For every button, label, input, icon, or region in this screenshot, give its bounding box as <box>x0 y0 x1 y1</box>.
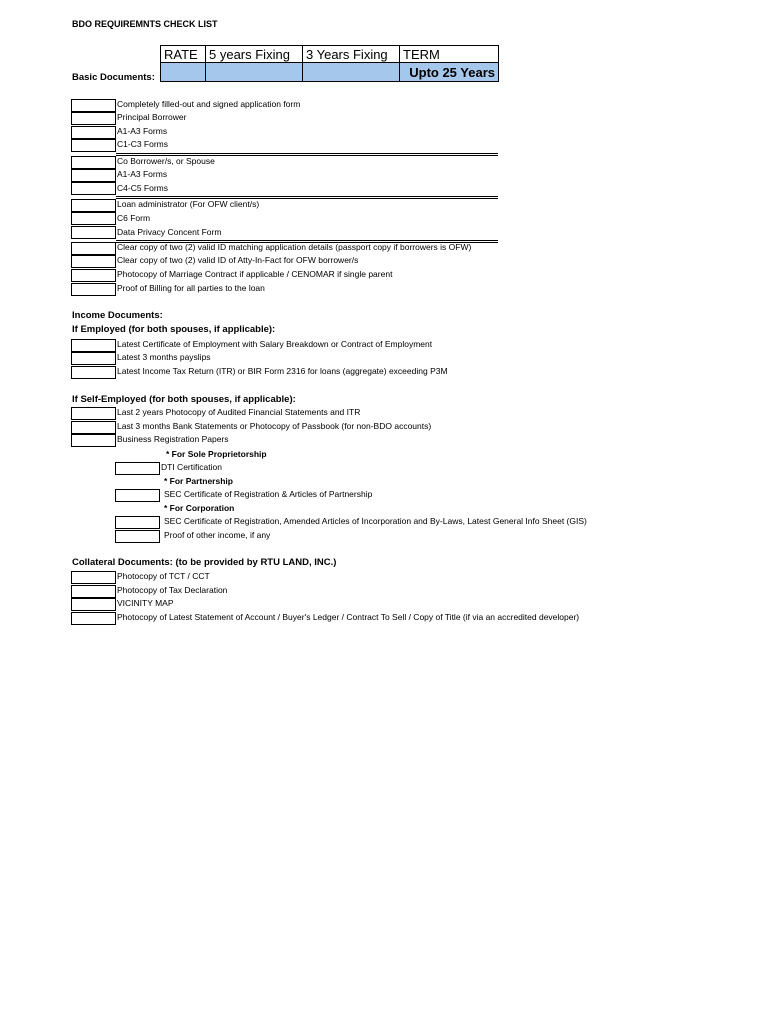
term-value: Upto 25 Years <box>400 63 499 82</box>
list-item: Completely filled-out and signed application form <box>117 99 301 109</box>
three-year-value-cell[interactable] <box>303 63 400 82</box>
checkbox[interactable] <box>71 434 116 447</box>
checkbox[interactable] <box>71 242 116 255</box>
five-year-value-cell[interactable] <box>206 63 303 82</box>
checkbox[interactable] <box>115 516 160 529</box>
term-header: TERM <box>400 46 499 63</box>
checkbox[interactable] <box>71 585 116 598</box>
sole-proprietorship-label: * For Sole Proprietorship <box>166 449 267 459</box>
list-item: Photocopy of Tax Declaration <box>117 585 228 595</box>
checkbox[interactable] <box>71 226 116 239</box>
employed-heading: If Employed (for both spouses, if applicable): <box>72 324 276 335</box>
checkbox[interactable] <box>71 366 116 379</box>
list-item: Photocopy of Marriage Contract if applicable / CENOMAR if single parent <box>117 269 393 279</box>
list-item: Latest Certificate of Employment with Salary Breakdown or Contract of Employment <box>117 339 433 349</box>
checkbox[interactable] <box>71 112 116 125</box>
checkbox[interactable] <box>71 182 116 195</box>
list-item: Proof of other income, if any <box>164 530 271 540</box>
list-item: Loan administrator (For OFW client/s) <box>117 199 260 209</box>
list-item: Clear copy of two (2) valid ID matching application details (passport copy if borrowers is OFW) <box>117 242 472 252</box>
list-item: Clear copy of two (2) valid ID of Atty-In-Fact for OFW borrower/s <box>117 255 359 265</box>
checkbox[interactable] <box>71 139 116 152</box>
list-item: Latest 3 months payslips <box>117 352 211 362</box>
checkbox[interactable] <box>71 99 116 112</box>
page-title: BDO REQUIREMNTS CHECK LIST <box>72 19 218 29</box>
checkbox[interactable] <box>71 407 116 420</box>
list-item: Photocopy of TCT / CCT <box>117 571 210 581</box>
basic-documents-heading: Basic Documents: <box>72 72 155 83</box>
list-item: Latest Income Tax Return (ITR) or BIR Form 2316 for loans (aggregate) exceeding P3M <box>117 366 448 376</box>
list-item: SEC Certificate of Registration, Amended Articles of Incorporation and By-Laws, Latest General Info Sheet (GIS) <box>164 516 587 526</box>
checkbox[interactable] <box>71 212 116 225</box>
income-heading: Income Documents: <box>72 310 163 321</box>
list-item: Data Privacy Concent Form <box>117 227 222 237</box>
self-employed-heading: If Self-Employed (for both spouses, if applicable): <box>72 394 296 405</box>
list-item: SEC Certificate of Registration & Articles of Partnership <box>164 489 373 499</box>
list-item: DTI Certification <box>161 462 222 472</box>
checkbox[interactable] <box>71 612 116 625</box>
collateral-heading: Collateral Documents: (to be provided by RTU LAND, INC.) <box>72 557 337 568</box>
corporation-label: * For Corporation <box>164 503 235 513</box>
checkbox[interactable] <box>115 489 160 502</box>
checkbox[interactable] <box>71 571 116 584</box>
list-item: A1-A3 Forms <box>117 169 168 179</box>
list-item: C1-C3 Forms <box>117 139 169 149</box>
rate-value-cell[interactable] <box>161 63 206 82</box>
checkbox[interactable] <box>71 199 116 212</box>
rate-table <box>160 45 499 82</box>
checkbox[interactable] <box>71 126 116 139</box>
three-year-fixing-header: 3 Years Fixing <box>303 46 400 63</box>
checkbox[interactable] <box>71 283 116 296</box>
partnership-label: * For Partnership <box>164 476 233 486</box>
checkbox[interactable] <box>71 421 116 434</box>
five-year-fixing-header: 5 years Fixing <box>206 46 303 63</box>
checkbox[interactable] <box>71 169 116 182</box>
checkbox[interactable] <box>71 352 116 365</box>
checkbox[interactable] <box>71 339 116 352</box>
checkbox[interactable] <box>71 269 116 282</box>
list-item: Principal Borrower <box>117 112 187 122</box>
list-item: Last 2 years Photocopy of Audited Financial Statements and ITR <box>117 407 361 417</box>
checkbox[interactable] <box>71 255 116 268</box>
list-item: Last 3 months Bank Statements or Photocopy of Passbook (for non-BDO accounts) <box>117 421 432 431</box>
checkbox[interactable] <box>71 156 116 169</box>
checkbox[interactable] <box>115 530 160 543</box>
list-item: C6 Form <box>117 213 151 223</box>
list-item: Business Registration Papers <box>117 434 229 444</box>
list-item: C4-C5 Forms <box>117 183 169 193</box>
checkbox[interactable] <box>71 598 116 611</box>
checkbox[interactable] <box>115 462 160 475</box>
list-item: A1-A3 Forms <box>117 126 168 136</box>
list-item: VICINITY MAP <box>117 598 174 608</box>
list-item: Proof of Billing for all parties to the loan <box>117 283 265 293</box>
list-item: Photocopy of Latest Statement of Account / Buyer's Ledger / Contract To Sell / Copy of Title (if via an accredited developer) <box>117 612 580 622</box>
list-item: Co Borrower/s, or Spouse <box>117 156 215 166</box>
rate-header: RATE <box>161 46 206 63</box>
